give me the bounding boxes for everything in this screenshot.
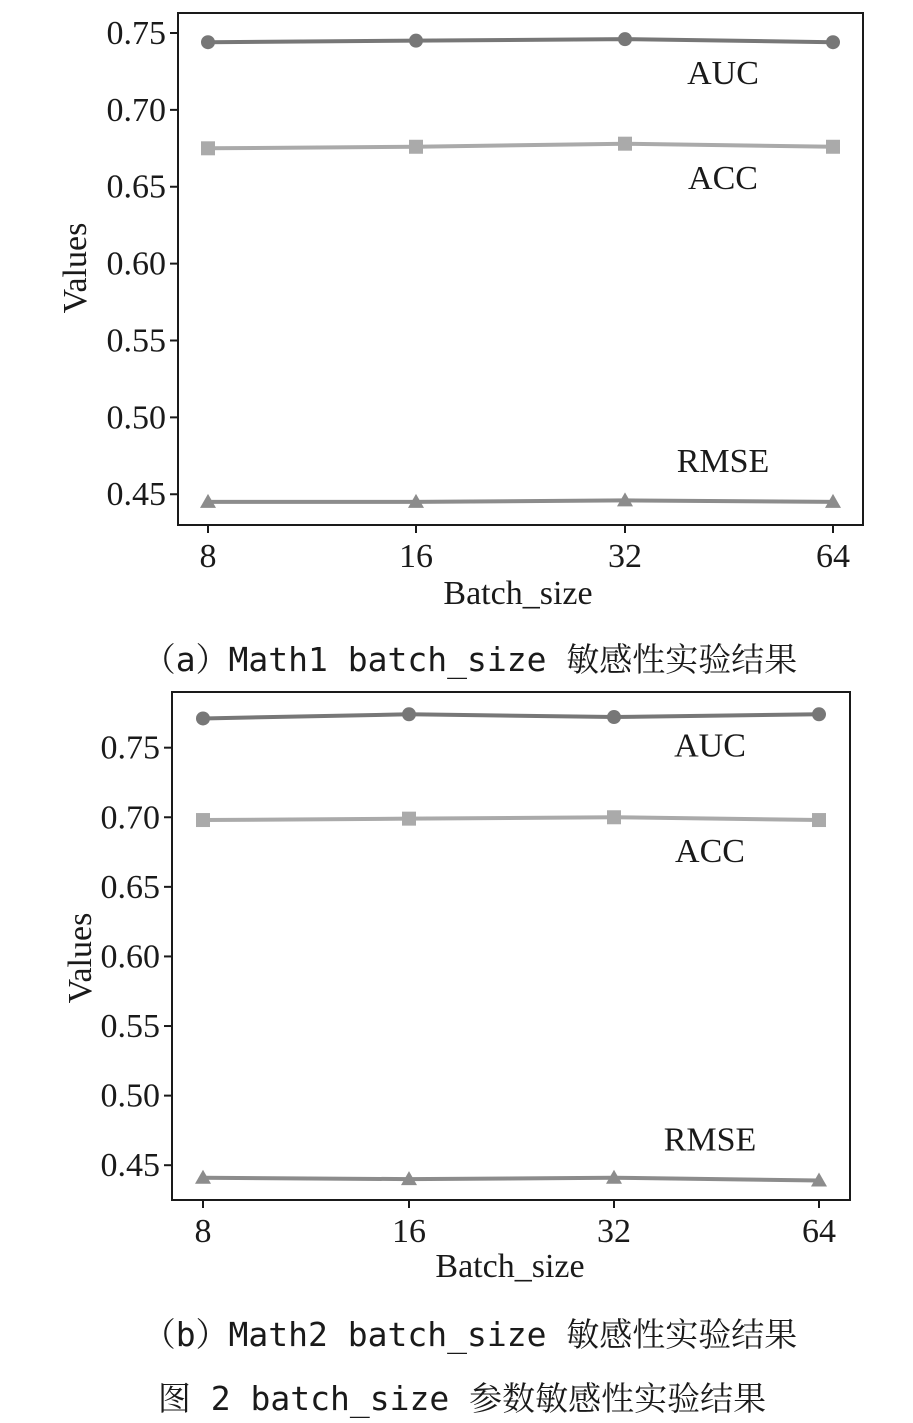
auc-point	[402, 707, 416, 721]
auc-point	[409, 34, 423, 48]
x-axis-label-b: Batch_size	[435, 1248, 585, 1285]
subfigure-caption-b: （b）Math2 batch_size 敏感性实验结果	[142, 1315, 798, 1354]
auc-series-line	[203, 714, 819, 718]
acc-series-line	[203, 817, 819, 820]
acc-point	[826, 140, 840, 154]
chart-a	[57, 13, 863, 680]
acc-series-label: ACC	[675, 833, 745, 871]
acc-point	[618, 137, 632, 151]
x-tick-label: 8	[199, 538, 217, 575]
auc-point	[618, 32, 632, 46]
acc-point	[201, 141, 215, 155]
auc-series-line	[208, 39, 833, 42]
x-tick-label: 32	[597, 1213, 631, 1250]
acc-point	[196, 813, 210, 827]
y-tick-label: 0.70	[106, 91, 166, 129]
x-axis-label-a: Batch_size	[443, 575, 593, 612]
y-tick-label: 0.75	[100, 729, 160, 767]
auc-point	[607, 710, 621, 724]
acc-point	[402, 812, 416, 826]
x-tick-label: 8	[194, 1213, 212, 1250]
subfigure-caption-a: （a）Math1 batch_size 敏感性实验结果	[142, 640, 798, 679]
x-tick-label: 16	[399, 538, 433, 575]
auc-series-label: AUC	[674, 727, 746, 765]
acc-point	[607, 810, 621, 824]
rmse-series-label: RMSE	[663, 1121, 757, 1159]
y-tick-label: 0.45	[100, 1147, 160, 1185]
y-tick-label: 0.70	[100, 799, 160, 837]
y-tick-label: 0.50	[100, 1077, 160, 1115]
acc-point	[812, 813, 826, 827]
y-tick-label: 0.45	[106, 476, 166, 514]
auc-point	[812, 707, 826, 721]
y-axis-label-b: Values	[62, 912, 99, 1004]
y-tick-label: 0.55	[100, 1008, 160, 1046]
acc-series-label: ACC	[688, 159, 758, 197]
x-tick-label: 64	[816, 538, 850, 575]
rmse-series-line	[208, 500, 833, 502]
auc-point	[201, 35, 215, 49]
chart-b	[62, 692, 850, 1355]
rmse-series-label: RMSE	[676, 442, 770, 480]
auc-series-label: AUC	[687, 55, 759, 93]
figure-caption: 图 2 batch_size 参数敏感性实验结果	[157, 1379, 767, 1418]
y-tick-label: 0.60	[100, 938, 160, 976]
acc-point	[409, 140, 423, 154]
x-tick-label: 16	[392, 1213, 426, 1250]
y-tick-label: 0.55	[106, 322, 166, 360]
y-tick-label: 0.75	[106, 14, 166, 52]
y-axis-label-a: Values	[57, 222, 94, 314]
y-tick-label: 0.50	[106, 399, 166, 437]
y-tick-label: 0.65	[106, 168, 166, 206]
y-tick-label: 0.60	[106, 245, 166, 283]
x-tick-label: 64	[802, 1213, 836, 1250]
x-tick-label: 32	[608, 538, 642, 575]
y-tick-label: 0.65	[100, 868, 160, 906]
acc-series-line	[208, 144, 833, 149]
auc-point	[826, 35, 840, 49]
rmse-series-line	[203, 1178, 819, 1181]
auc-point	[196, 711, 210, 725]
